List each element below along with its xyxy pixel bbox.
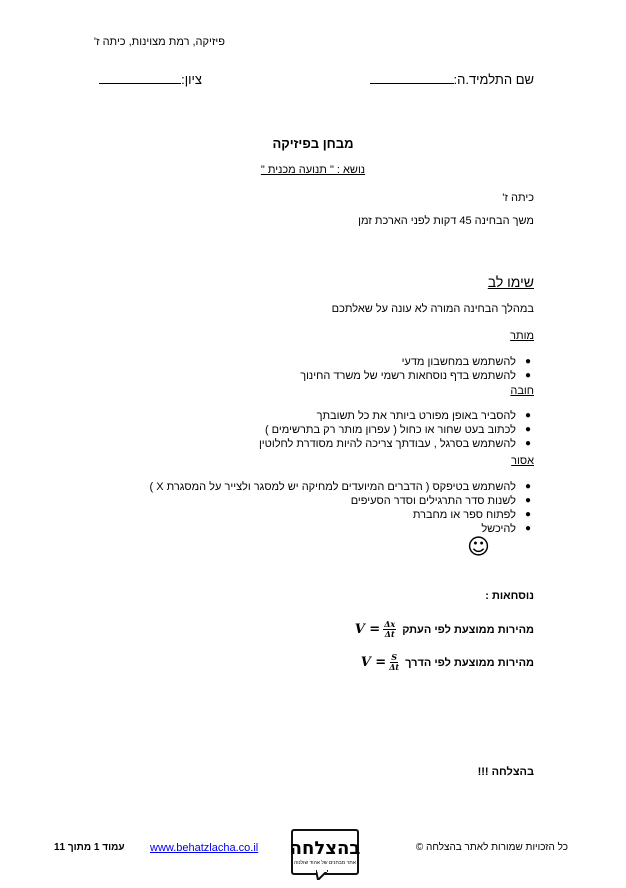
student-name-line [370,83,454,84]
logo-text: בהצלחה [289,837,361,859]
exam-duration: משך הבחינה 45 דקות לפני הארכת זמן [358,215,534,227]
formula-label: מהירות ממוצעת לפי העתק [402,623,534,636]
formula-numerator: S [391,652,398,662]
allowed-label: מותר [510,330,534,342]
allowed-list [300,355,531,383]
student-name-field[interactable] [370,72,534,87]
bullet-icon: ● [524,424,531,435]
exam-topic-text: נושא : " תנועה מכנית " [260,164,366,176]
bullet-icon: ● [524,370,531,381]
student-name-label: שם התלמיד.ה: [453,72,534,87]
logo-pointer-icon [316,870,328,880]
formula-denominator: Δt [384,629,395,639]
formula-row [355,620,534,639]
list-item: ● לפתוח ספר או מחברת [412,509,531,521]
bullet-icon: ● [524,495,531,506]
list-item: ● להשתמש בדף נוסחאות רשמי של משרד החינוך [300,370,531,382]
formula-label: מהירות ממוצעת לפי הדרך [405,656,534,669]
formula-numerator: Δx [384,619,396,629]
bullet-icon: ● [524,438,531,449]
list-item: ● להיכשל [481,523,531,535]
notice-heading: שימו לב [487,274,534,290]
formula-row [361,653,534,672]
list-item: ● להשתמש בסרגל , עבודתך צריכה להיות מסודרת לחלוטין [258,438,531,450]
list-item: ● להשתמש במחשבון מדעי [401,356,531,368]
bullet-icon: ● [524,523,531,534]
formula-fraction [383,620,396,639]
list-item: ● לשנות סדר התרגילים וסדר הסעיפים [350,495,531,507]
formula-expression [361,653,399,672]
formula-lhs: V = [360,655,387,670]
header-text: פיזיקה, רמת מצוינות, כיתה ז' [93,36,225,48]
copyright-text: כל הזכויות שמורות לאתר בהצלחה © [415,842,568,853]
formula-denominator: Δt [389,662,400,672]
closing-text: בהצלחה !!! [477,766,534,778]
page-number: עמוד 1 מתוך 11 [54,842,125,853]
grade-line [99,83,181,84]
exam-class: כיתה ז' [502,192,534,204]
smiley-icon: ☺ [467,535,490,560]
bullet-icon: ● [524,481,531,492]
formulas-heading: נוסחאות : [485,590,534,602]
grade-label: ציון: [181,72,202,87]
formula-lhs: V = [354,622,381,637]
bullet-icon: ● [524,509,531,520]
bullet-icon: ● [524,410,531,421]
list-item: ● לכתוב בעט שחור או כחול ( עפרון מותר רק בתרשימים ) [264,424,531,436]
exam-topic [0,164,626,176]
list-item: ● להסביר באופן מפורט ביותר את כל תשובתך [316,410,531,422]
logo-subtext: אתר מבחנים של אהוד שולנוה [294,859,356,866]
logo [291,829,359,875]
formula-expression [355,620,397,639]
notice-intro: במהלך הבחינה המורה לא עונה על שאלתכם [331,303,534,315]
forbidden-label: אסור [511,455,534,467]
forbidden-list [149,480,531,536]
required-list [259,409,531,451]
website-link[interactable]: www.behatzlacha.co.il [150,842,259,854]
grade-field[interactable] [99,72,202,87]
formula-fraction [389,653,399,672]
required-label: חובה [510,385,534,397]
exam-title: מבחן בפיזיקה [272,136,354,151]
bullet-icon: ● [524,356,531,367]
list-item: ● להשתמש בטיפקס ( הדברים המיועדים למחיקה יש למסגר ולצייר על המסגרת X ) [149,481,531,493]
